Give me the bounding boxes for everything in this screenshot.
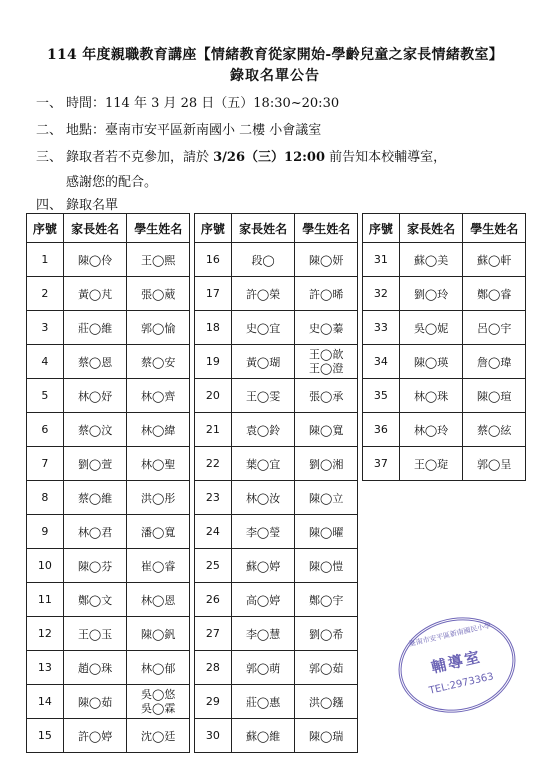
student-name-cell: 郭◯愉 — [127, 311, 190, 345]
seq-cell: 29 — [195, 685, 232, 719]
parent-name-cell: 鄭◯文 — [63, 583, 127, 617]
deadline-text: 3/26（三）12:00 — [213, 150, 326, 165]
seq-cell: 7 — [27, 447, 64, 481]
seq-cell: 22 — [195, 447, 232, 481]
student-name-cell: 林◯郁 — [127, 651, 190, 685]
parent-name-cell: 蔡◯恩 — [63, 345, 127, 379]
parent-name-cell: 李◯慧 — [231, 617, 295, 651]
student-name-cell: 許◯晞 — [295, 277, 358, 311]
student-name-cell: 林◯恩 — [127, 583, 190, 617]
student-name-cell: 郭◯呈 — [463, 447, 526, 481]
item-number: 四、 — [36, 198, 63, 213]
table-header-row — [27, 214, 190, 243]
seq-cell: 6 — [27, 413, 64, 447]
seq-cell: 26 — [195, 583, 232, 617]
item-thanks — [36, 171, 157, 190]
student-name-cell: 陳◯曜 — [295, 515, 358, 549]
seq-cell: 24 — [195, 515, 232, 549]
student-name-cell: 林◯聖 — [127, 447, 190, 481]
table-row — [27, 447, 190, 481]
seq-cell: 19 — [195, 345, 232, 379]
table-header-row — [195, 214, 358, 243]
table-row — [27, 311, 190, 345]
parent-name-cell: 林◯珠 — [399, 379, 463, 413]
table-row — [27, 719, 190, 753]
parent-name-cell: 陳◯芬 — [63, 549, 127, 583]
item-text: 感謝您的配合。 — [66, 175, 158, 190]
item-text: 錄取名單 — [66, 198, 119, 213]
seq-cell: 27 — [195, 617, 232, 651]
seq-cell: 28 — [195, 651, 232, 685]
seq-cell: 11 — [27, 583, 64, 617]
table-row — [27, 617, 190, 651]
student-name-cell: 潘◯寬 — [127, 515, 190, 549]
student-name-cell: 呂◯宇 — [463, 311, 526, 345]
seq-cell: 3 — [27, 311, 64, 345]
parent-name-cell: 許◯婷 — [63, 719, 127, 753]
parent-name-cell: 林◯妤 — [63, 379, 127, 413]
table-row — [195, 719, 358, 753]
table-row — [27, 413, 190, 447]
table-row — [195, 685, 358, 719]
table-row — [27, 243, 190, 277]
seq-cell: 31 — [363, 243, 400, 277]
table-row — [195, 583, 358, 617]
document-subtitle: 錄取名單公告 — [230, 68, 320, 84]
student-name: 王◯歆 — [309, 347, 344, 361]
seq-cell: 13 — [27, 651, 64, 685]
seq-cell: 32 — [363, 277, 400, 311]
header-parent: 家長姓名 — [399, 214, 463, 243]
header-student: 學生姓名 — [463, 214, 526, 243]
table-row — [195, 481, 358, 515]
student-name-cell: 陳◯妍 — [295, 243, 358, 277]
table-row — [195, 311, 358, 345]
table-row — [363, 413, 526, 447]
seq-cell: 17 — [195, 277, 232, 311]
parent-name-cell: 蔡◯維 — [63, 481, 127, 515]
table-row — [363, 447, 526, 481]
table-row — [27, 379, 190, 413]
seq-cell: 2 — [27, 277, 64, 311]
parent-name-cell: 劉◯玲 — [399, 277, 463, 311]
seq-cell: 25 — [195, 549, 232, 583]
student-name: 王◯澄 — [309, 361, 344, 375]
parent-name-cell: 蔡◯汶 — [63, 413, 127, 447]
student-name-cell: 鄭◯宇 — [295, 583, 358, 617]
seq-cell: 18 — [195, 311, 232, 345]
stamp-office-name: 輔導室 — [429, 647, 484, 677]
seq-cell: 8 — [27, 481, 64, 515]
table-row — [363, 311, 526, 345]
parent-name-cell: 史◯宜 — [231, 311, 295, 345]
student-name-cell: 陳◯寬 — [295, 413, 358, 447]
parent-name-cell: 陳◯瑛 — [399, 345, 463, 379]
header-seq: 序號 — [363, 214, 400, 243]
parent-name-cell: 林◯汝 — [231, 481, 295, 515]
seq-cell: 1 — [27, 243, 64, 277]
parent-name-cell: 葉◯宜 — [231, 447, 295, 481]
item-text: 前告知本校輔導室， — [325, 150, 447, 165]
student-name-cell: 崔◯睿 — [127, 549, 190, 583]
student-name-cell: 蔡◯安 — [127, 345, 190, 379]
header-parent: 家長姓名 — [231, 214, 295, 243]
student-name-cell: 蘇◯軒 — [463, 243, 526, 277]
item-text: 錄取者若不克參加，請於 — [66, 150, 214, 165]
item-number: 一、 — [36, 96, 63, 111]
student-name-cell: 郭◯茹 — [295, 651, 358, 685]
seq-cell: 5 — [27, 379, 64, 413]
seq-cell: 10 — [27, 549, 64, 583]
parent-name-cell: 莊◯惠 — [231, 685, 295, 719]
seq-cell: 33 — [363, 311, 400, 345]
guidance-office-stamp — [389, 606, 525, 724]
parent-name-cell: 李◯瑩 — [231, 515, 295, 549]
parent-name-cell: 王◯琁 — [399, 447, 463, 481]
header-parent: 家長姓名 — [63, 214, 127, 243]
student-name-cell: 洪◯彤 — [127, 481, 190, 515]
student-name-cell: 劉◯湘 — [295, 447, 358, 481]
item-text: 地點：臺南市安平區新南國小 二樓 小會議室 — [66, 123, 322, 138]
student-name-cell: 陳◯瑄 — [463, 379, 526, 413]
parent-name-cell: 黃◯芃 — [63, 277, 127, 311]
seq-cell: 12 — [27, 617, 64, 651]
table-row — [195, 379, 358, 413]
student-name-cell: 史◯蓁 — [295, 311, 358, 345]
parent-name-cell: 王◯玉 — [63, 617, 127, 651]
item-number: 三、 — [36, 150, 63, 165]
enrollment-table-2 — [194, 213, 358, 753]
table-row — [27, 685, 190, 719]
parent-name-cell: 吳◯妮 — [399, 311, 463, 345]
table-row — [27, 651, 190, 685]
parent-name-cell: 蘇◯維 — [231, 719, 295, 753]
table-row — [27, 549, 190, 583]
parent-name-cell: 高◯婷 — [231, 583, 295, 617]
parent-name-cell: 蘇◯婷 — [231, 549, 295, 583]
header-seq: 序號 — [195, 214, 232, 243]
parent-name-cell: 林◯君 — [63, 515, 127, 549]
seq-cell: 37 — [363, 447, 400, 481]
seq-cell: 15 — [27, 719, 64, 753]
table-row — [27, 345, 190, 379]
header-student: 學生姓名 — [295, 214, 358, 243]
seq-cell: 4 — [27, 345, 64, 379]
seq-cell: 14 — [27, 685, 64, 719]
student-name-cell: 洪◯鏹 — [295, 685, 358, 719]
parent-name-cell: 黃◯瑚 — [231, 345, 295, 379]
parent-name-cell: 王◯雯 — [231, 379, 295, 413]
student-name-cell: 沈◯廷 — [127, 719, 190, 753]
parent-name-cell: 劉◯萱 — [63, 447, 127, 481]
student-name-cell: 王◯熙 — [127, 243, 190, 277]
parent-name-cell: 蘇◯美 — [399, 243, 463, 277]
seq-cell: 21 — [195, 413, 232, 447]
stamp-school-name: 臺南市安平區新南國民小學 — [408, 621, 492, 649]
table-row — [363, 243, 526, 277]
student-name: 吳◯霖 — [141, 701, 176, 715]
table-row — [363, 277, 526, 311]
seq-cell: 30 — [195, 719, 232, 753]
student-name-cell: 陳◯瑞 — [295, 719, 358, 753]
item-notice — [36, 146, 446, 165]
table-row — [195, 277, 358, 311]
student-name-cell: 陳◯愷 — [295, 549, 358, 583]
item-text: 時間：114 年 3 月 28 日（五）18:30~20:30 — [66, 96, 340, 111]
seq-cell: 35 — [363, 379, 400, 413]
parent-name-cell: 林◯玲 — [399, 413, 463, 447]
table-row — [195, 243, 358, 277]
seq-cell: 16 — [195, 243, 232, 277]
student-name-cell: 張◯葳 — [127, 277, 190, 311]
item-list-heading — [36, 194, 118, 213]
table-row — [195, 617, 358, 651]
table-row — [195, 345, 358, 379]
student-name-cell: 劉◯希 — [295, 617, 358, 651]
student-name-cell: 張◯承 — [295, 379, 358, 413]
parent-name-cell: 莊◯維 — [63, 311, 127, 345]
seq-cell: 36 — [363, 413, 400, 447]
table-row — [195, 413, 358, 447]
seq-cell: 23 — [195, 481, 232, 515]
table-row — [27, 583, 190, 617]
item-number: 二、 — [36, 123, 63, 138]
table-row — [27, 515, 190, 549]
header-student: 學生姓名 — [127, 214, 190, 243]
stamp-phone: TEL:2973363 — [428, 671, 495, 697]
header-seq: 序號 — [27, 214, 64, 243]
table-row — [195, 549, 358, 583]
student-name-cell — [295, 345, 358, 379]
parent-name-cell: 許◯榮 — [231, 277, 295, 311]
enrollment-table-3 — [362, 213, 526, 481]
student-name-cell: 詹◯瑋 — [463, 345, 526, 379]
parent-name-cell: 段◯ — [231, 243, 295, 277]
item-time — [36, 92, 339, 111]
enrollment-table-1 — [26, 213, 190, 753]
table-row — [195, 651, 358, 685]
student-name-cell: 林◯齊 — [127, 379, 190, 413]
student-name-cell: 蔡◯絃 — [463, 413, 526, 447]
table-row — [27, 481, 190, 515]
table-row — [195, 515, 358, 549]
table-row — [27, 277, 190, 311]
seq-cell: 9 — [27, 515, 64, 549]
student-name: 吳◯悠 — [141, 687, 176, 701]
item-location — [36, 119, 321, 138]
table-header-row — [363, 214, 526, 243]
parent-name-cell: 趙◯珠 — [63, 651, 127, 685]
document-title: 114 年度親職教育講座【情緒教育從家開始-學齡兒童之家長情緒教室】 — [46, 47, 504, 63]
student-name-cell: 陳◯立 — [295, 481, 358, 515]
seq-cell: 34 — [363, 345, 400, 379]
table-row — [363, 345, 526, 379]
student-name-cell — [127, 685, 190, 719]
student-name-cell: 鄭◯睿 — [463, 277, 526, 311]
student-name-cell: 林◯緯 — [127, 413, 190, 447]
parent-name-cell: 袁◯鈴 — [231, 413, 295, 447]
parent-name-cell: 陳◯伶 — [63, 243, 127, 277]
parent-name-cell: 郭◯萌 — [231, 651, 295, 685]
student-name-cell: 陳◯釩 — [127, 617, 190, 651]
table-row — [195, 447, 358, 481]
parent-name-cell: 陳◯茹 — [63, 685, 127, 719]
table-row — [363, 379, 526, 413]
seq-cell: 20 — [195, 379, 232, 413]
